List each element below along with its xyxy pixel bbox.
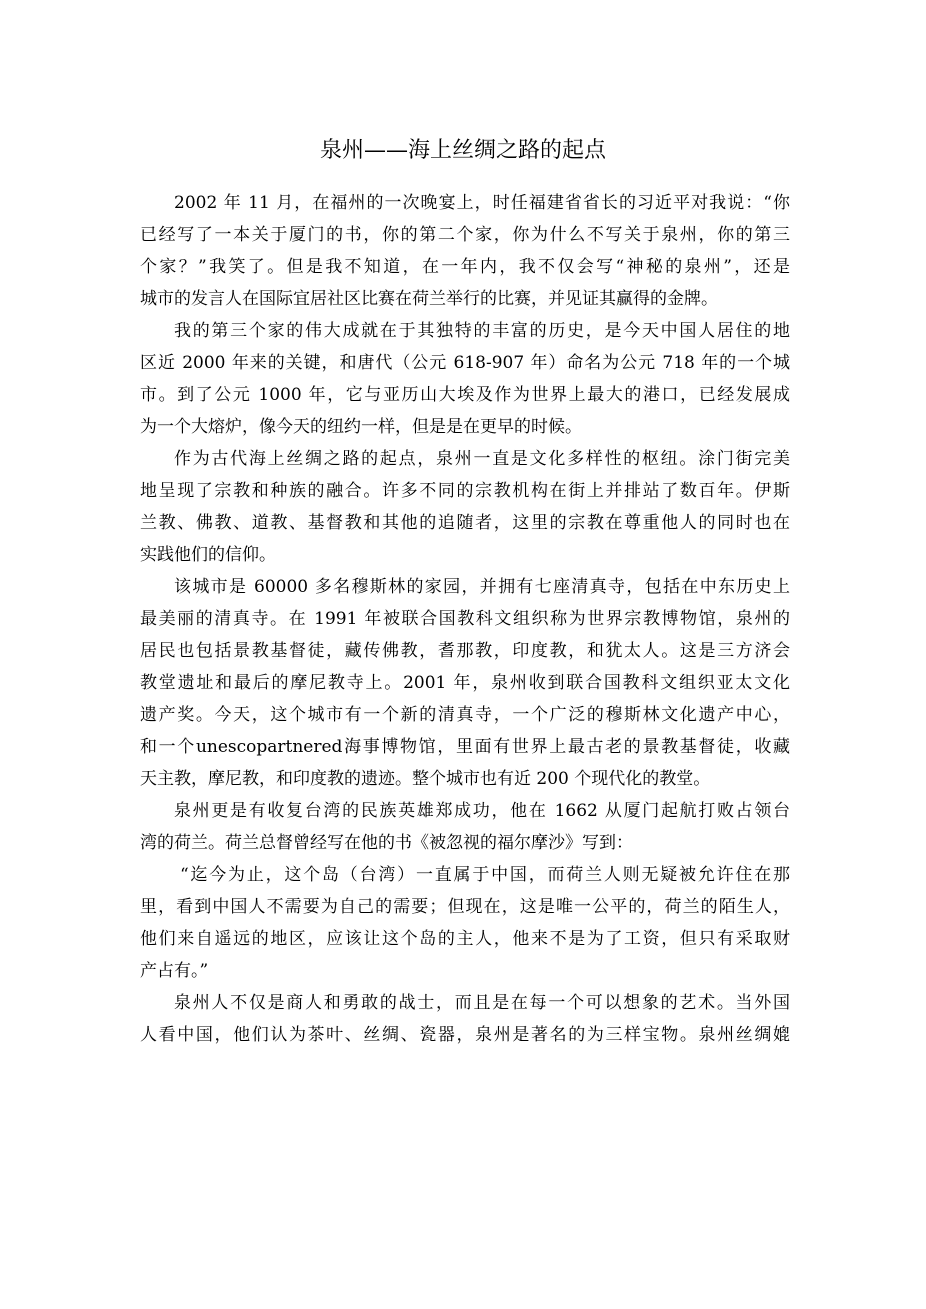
quote-paragraph bbox=[140, 859, 790, 987]
text-line: 作为古代海上丝绸之路的起点，泉州一直是文化多样性的枢纽。涂门街完美 bbox=[174, 449, 790, 469]
text-line: 居民也包括景教基督徒，藏传佛教，耆那教，印度教，和犹太人。这是三方济会 bbox=[140, 641, 790, 661]
paragraph bbox=[140, 443, 790, 571]
paragraph bbox=[140, 187, 790, 315]
text-line: 和一个unescopartnered海事博物馆，里面有世界上最古老的景教基督徒，收藏 bbox=[140, 737, 790, 757]
paragraph bbox=[140, 795, 790, 859]
text-line: 城市的发言人在国际宜居社区比赛在荷兰举行的比赛，并见证其赢得的金牌。 bbox=[140, 289, 718, 309]
text-line: 地呈现了宗教和种族的融合。许多不同的宗教机构在街上并排站了数百年。伊斯 bbox=[140, 481, 790, 501]
paragraph bbox=[140, 315, 790, 443]
text-line: 该城市是 60000 多名穆斯林的家园，并拥有七座清真寺，包括在中东历史上 bbox=[174, 577, 790, 597]
paragraph bbox=[140, 571, 790, 795]
text-line: 湾的荷兰。荷兰总督曾经写在他的书《被忽视的福尔摩沙》写到： bbox=[140, 833, 633, 853]
text-line: 区近 2000 年来的关键，和唐代（公元 618-907 年）命名为公元 718 年的一个城 bbox=[140, 353, 790, 373]
text-line: 遗产奖。今天，这个城市有一个新的清真寺，一个广泛的穆斯林文化遗产中心， bbox=[140, 705, 790, 725]
text-line: 他们来自遥远的地区，应该让这个岛的主人，他来不是为了工资，但只有采取财 bbox=[140, 929, 790, 949]
text-line: 市。到了公元 1000 年，它与亚历山大埃及作为世界上最大的港口，已经发展成 bbox=[140, 385, 790, 405]
text-line: 已经写了一本关于厦门的书，你的第二个家，你为什么不写关于泉州，你的第三 bbox=[140, 225, 790, 245]
text-line: “迄今为止，这个岛（台湾）一直属于中国，而荷兰人则无疑被允许住在那 bbox=[180, 865, 790, 885]
text-line: 天主教，摩尼教，和印度教的遗迹。整个城市也有近 200 个现代化的教堂。 bbox=[140, 769, 711, 789]
text-line: 里，看到中国人不需要为自己的需要；但现在，这是唯一公平的，荷兰的陌生人， bbox=[140, 897, 790, 917]
text-line: 人看中国，他们认为茶叶、丝绸、瓷器，泉州是著名的为三样宝物。泉州丝绸媲 bbox=[140, 1025, 790, 1045]
text-line: 教堂遗址和最后的摩尼教寺上。2001 年，泉州收到联合国教科文组织亚太文化 bbox=[140, 673, 790, 693]
document-body bbox=[140, 187, 790, 1051]
text-line: 为一个大熔炉，像今天的纽约一样，但是是在更早的时候。 bbox=[140, 417, 582, 437]
text-line: 兰教、佛教、道教、基督教和其他的追随者，这里的宗教在尊重他人的同时也在 bbox=[140, 513, 790, 533]
text-line: 个家？”我笑了。但是我不知道，在一年内，我不仅会写“神秘的泉州”，还是 bbox=[140, 257, 790, 277]
text-line: 实践他们的信仰。 bbox=[140, 545, 276, 565]
text-line: 最美丽的清真寺。在 1991 年被联合国教科文组织称为世界宗教博物馆，泉州的 bbox=[140, 609, 790, 629]
text-line: 2002 年 11 月，在福州的一次晚宴上，时任福建省省长的习近平对我说：“你 bbox=[174, 193, 790, 213]
document-title: 泉州——海上丝绸之路的起点 bbox=[319, 138, 606, 163]
text-line: 泉州人不仅是商人和勇敢的战士，而且是在每一个可以想象的艺术。当外国 bbox=[174, 993, 790, 1013]
text-line: 产占有。” bbox=[140, 961, 209, 981]
text-line: 泉州更是有收复台湾的民族英雄郑成功，他在 1662 从厦门起航打败占领台 bbox=[174, 801, 790, 821]
text-line: 我的第三个家的伟大成就在于其独特的丰富的历史，是今天中国人居住的地 bbox=[174, 321, 790, 341]
paragraph bbox=[140, 987, 790, 1051]
